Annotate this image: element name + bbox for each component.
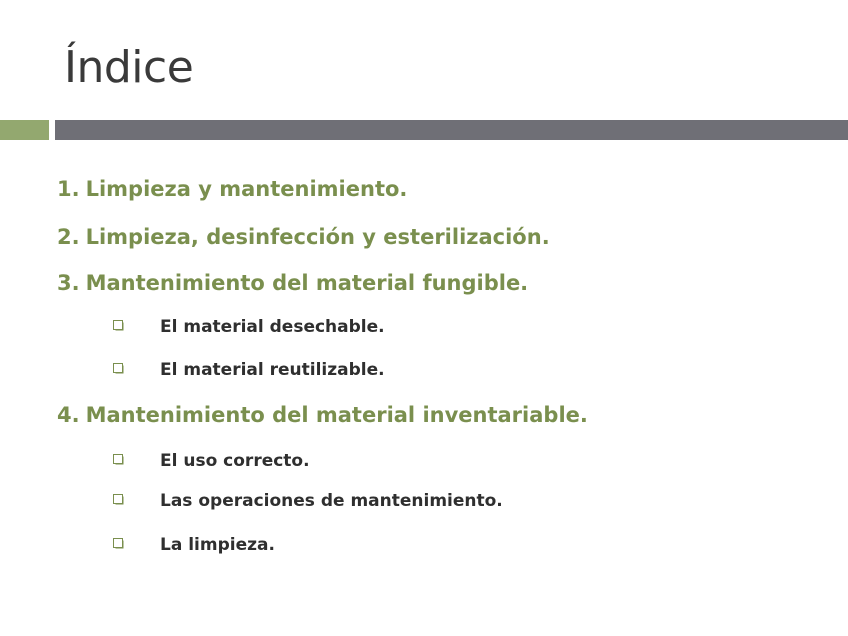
index-item-3 [57, 269, 528, 297]
index-item-number: 2. [57, 225, 80, 249]
index-item-1 [57, 175, 407, 203]
subitem-label: El material desechable. [160, 317, 385, 337]
subitem-material-desechable [113, 315, 385, 339]
subitem-limpieza [113, 533, 275, 557]
subitem-label: Las operaciones de mantenimiento. [160, 491, 503, 511]
index-item-number: 4. [57, 403, 80, 427]
checkbox-square-icon [113, 494, 124, 505]
checkbox-square-icon [113, 538, 124, 549]
index-item-label: Limpieza y mantenimiento. [85, 177, 408, 201]
index-item-label: Mantenimiento del material inventariable. [85, 403, 588, 427]
subitem-label: El uso correcto. [160, 451, 310, 471]
checkbox-square-icon [113, 320, 124, 331]
subitem-uso-correcto [113, 449, 310, 473]
index-item-2 [57, 223, 550, 251]
index-item-number: 1. [57, 177, 80, 201]
checkbox-square-icon [113, 454, 124, 465]
subitem-label: La limpieza. [160, 535, 275, 555]
index-item-number: 3. [57, 271, 80, 295]
subitem-material-reutilizable [113, 358, 385, 382]
checkbox-square-icon [113, 363, 124, 374]
slide-title: Índice [64, 42, 194, 93]
index-item-label: Mantenimiento del material fungible. [85, 271, 529, 295]
subitem-operaciones-mantenimiento [113, 489, 503, 513]
index-item-label: Limpieza, desinfección y esterilización. [85, 225, 550, 249]
index-item-4 [57, 401, 588, 429]
subitem-label: El material reutilizable. [160, 360, 385, 380]
